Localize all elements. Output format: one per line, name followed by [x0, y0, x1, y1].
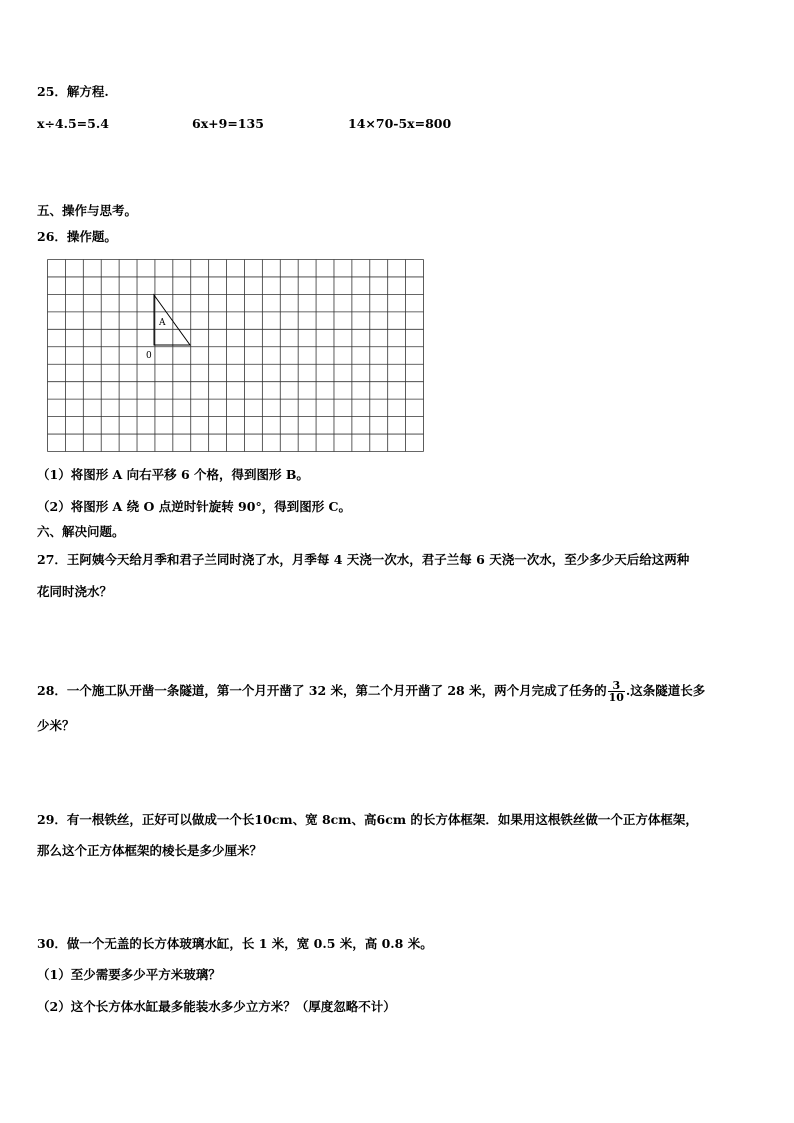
grid-svg: [47, 259, 424, 452]
q28-line1: [37, 680, 705, 703]
q28-text-after: .这条隧道长多: [625, 683, 706, 698]
q30-part2: （2）这个长方体水缸最多能装水多少立方米？（厚度忽略不计）: [37, 999, 396, 1014]
equation-3: 14×70-5x=800: [348, 116, 452, 131]
grid-figure: [47, 259, 424, 456]
q26-part1: （1）将图形 A 向右平移 6 个格，得到图形 B。: [37, 467, 309, 482]
q29-line1: 29．有一根铁丝，正好可以做成一个长10cm、宽 8cm、高6cm 的长方体框架．如果用这根铁丝做一个正方体框架，: [37, 812, 698, 827]
fraction-numerator: 3: [608, 680, 625, 692]
q26-part2: （2）将图形 A 绕 O 点逆时针旋转 90°，得到图形 C。: [37, 499, 351, 514]
q27-line1: 27．王阿姨今天给月季和君子兰同时浇了水，月季每 4 天浇一次水，君子兰每 6 天浇一次水，至少多少天后给这两种: [37, 552, 690, 567]
q26-title: 26．操作题。: [37, 229, 117, 244]
label-a: A: [159, 318, 166, 328]
q28-line2: 少米？: [37, 718, 75, 733]
q28-fraction: [608, 680, 625, 703]
equation-2: 6x+9=135: [192, 116, 264, 131]
q27-line2: 花同时浇水？: [37, 584, 113, 599]
q30-title: 30．做一个无盖的长方体玻璃水缸，长 1 米，宽 0.5 米，高 0.8 米。: [37, 936, 433, 951]
q28-text-before: 28．一个施工队开凿一条隧道，第一个月开凿了 32 米，第二个月开凿了 28 米，两个月完成了任务的: [37, 683, 607, 698]
grid-lines: [48, 260, 424, 452]
label-o: 0: [146, 351, 152, 361]
q29-line2: 那么这个正方体框架的棱长是多少厘米？: [37, 843, 263, 858]
section-6-heading: 六、解决问题。: [37, 524, 125, 539]
section-5-heading: 五、操作与思考。: [37, 203, 138, 218]
fraction-denominator: 10: [608, 691, 624, 704]
q25-title: 25．解方程.: [37, 84, 109, 99]
equation-1: x÷4.5=5.4: [37, 116, 109, 131]
q30-part1: （1）至少需要多少平方米玻璃？: [37, 967, 221, 982]
